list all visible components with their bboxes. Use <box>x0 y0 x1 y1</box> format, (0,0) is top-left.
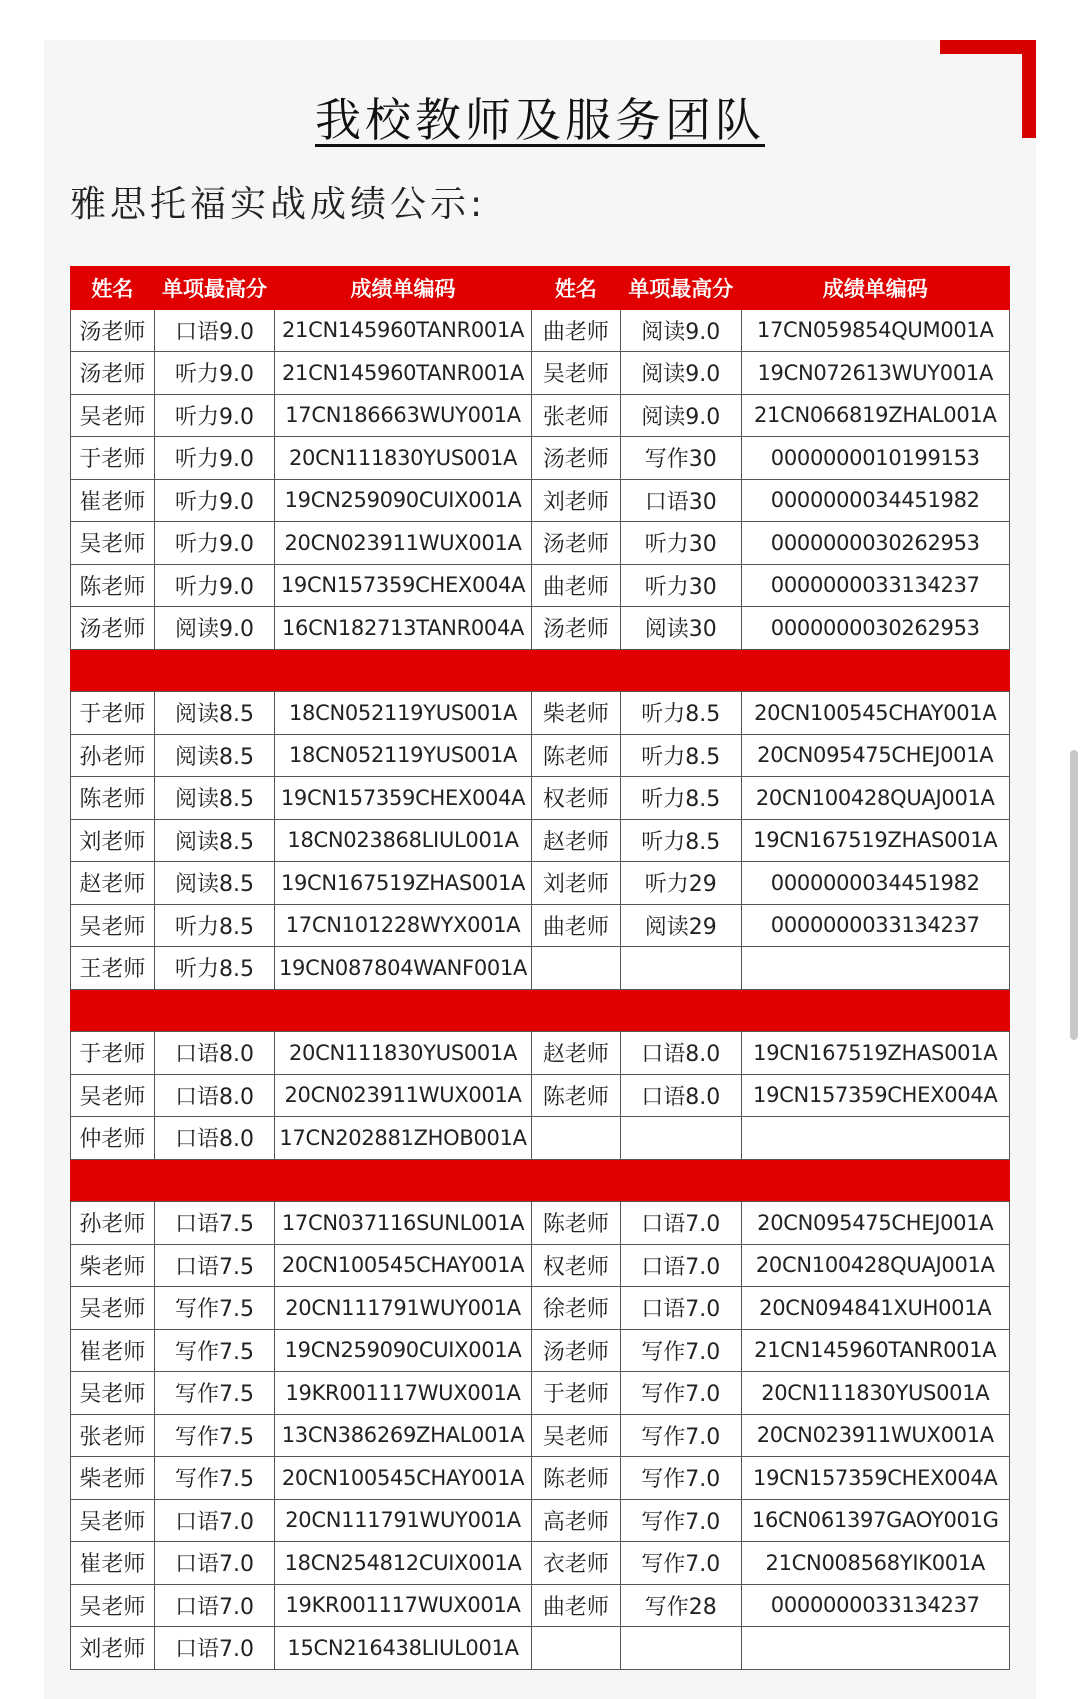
report-code: 20CN111830YUS001A <box>275 1032 531 1075</box>
scrollbar-thumb[interactable] <box>1070 750 1078 1040</box>
teacher-name: 崔老师 <box>71 479 155 522</box>
teacher-name: 于老师 <box>71 437 155 480</box>
table-row <box>71 947 1010 990</box>
top-score: 口语7.5 <box>154 1202 275 1245</box>
report-code: 20CN100545CHAY001A <box>275 1244 531 1287</box>
teacher-name: 崔老师 <box>71 1542 155 1585</box>
report-code: 13CN386269ZHAL001A <box>275 1414 531 1457</box>
table-row <box>71 904 1010 947</box>
top-score: 阅读8.5 <box>154 734 275 777</box>
top-score: 写作30 <box>620 437 741 480</box>
teacher-name: 赵老师 <box>531 819 620 862</box>
table-row <box>71 1074 1010 1117</box>
report-code: 17CN059854QUM001A <box>741 309 1009 352</box>
teacher-name: 于老师 <box>531 1372 620 1415</box>
top-score: 听力8.5 <box>620 819 741 862</box>
report-code: 20CN095475CHEJ001A <box>741 1202 1009 1245</box>
top-score: 口语8.0 <box>154 1074 275 1117</box>
teacher-name: 刘老师 <box>531 862 620 905</box>
teacher-name: 张老师 <box>531 394 620 437</box>
top-score: 阅读29 <box>620 904 741 947</box>
teacher-name: 吴老师 <box>71 1074 155 1117</box>
top-score: 口语7.0 <box>620 1287 741 1330</box>
top-score: 口语30 <box>620 479 741 522</box>
report-code: 18CN052119YUS001A <box>275 692 531 735</box>
report-code: 17CN101228WYX001A <box>275 904 531 947</box>
top-score: 口语7.0 <box>620 1202 741 1245</box>
teacher-name: 吴老师 <box>531 352 620 395</box>
group-separator <box>71 1159 1010 1202</box>
top-score: 听力8.5 <box>620 692 741 735</box>
header-name: 姓名 <box>531 267 620 310</box>
header-report-code: 成绩单编码 <box>741 267 1009 310</box>
report-code: 0000000033134237 <box>741 564 1009 607</box>
report-code: 19CN072613WUY001A <box>741 352 1009 395</box>
teacher-name: 柴老师 <box>531 692 620 735</box>
group-separator <box>71 649 1010 692</box>
teacher-name: 汤老师 <box>71 309 155 352</box>
teacher-name: 吴老师 <box>71 1499 155 1542</box>
teacher-name: 曲老师 <box>531 1584 620 1627</box>
report-code: 18CN023868LIUL001A <box>275 819 531 862</box>
report-code: 20CN100428QUAJ001A <box>741 777 1009 820</box>
teacher-name: 权老师 <box>531 777 620 820</box>
report-code: 19CN167519ZHAS001A <box>741 1032 1009 1075</box>
report-code: 20CN100545CHAY001A <box>275 1457 531 1500</box>
top-score: 写作7.0 <box>620 1372 741 1415</box>
report-code: 16CN182713TANR004A <box>275 607 531 650</box>
teacher-name: 汤老师 <box>531 1329 620 1372</box>
report-code: 20CN094841XUH001A <box>741 1287 1009 1330</box>
top-score: 听力30 <box>620 564 741 607</box>
report-code: 17CN037116SUNL001A <box>275 1202 531 1245</box>
report-code: 0000000034451982 <box>741 862 1009 905</box>
teacher-name: 于老师 <box>71 692 155 735</box>
report-code: 19CN157359CHEX004A <box>275 777 531 820</box>
table-row <box>71 1032 1010 1075</box>
report-code: 15CN216438LIUL001A <box>275 1627 531 1670</box>
teacher-name: 王老师 <box>71 947 155 990</box>
report-code <box>741 947 1009 990</box>
report-code: 18CN052119YUS001A <box>275 734 531 777</box>
top-score <box>620 1117 741 1160</box>
table-row <box>71 1457 1010 1500</box>
report-code: 0000000030262953 <box>741 522 1009 565</box>
teacher-name: 衣老师 <box>531 1542 620 1585</box>
report-code: 19CN157359CHEX004A <box>741 1074 1009 1117</box>
report-code: 19KR001117WUX001A <box>275 1584 531 1627</box>
report-code: 16CN061397GAOY001G <box>741 1499 1009 1542</box>
top-score: 阅读9.0 <box>154 607 275 650</box>
teacher-name: 陈老师 <box>71 564 155 607</box>
table-row <box>71 1372 1010 1415</box>
top-score: 听力29 <box>620 862 741 905</box>
top-score: 口语8.0 <box>620 1032 741 1075</box>
teacher-name: 赵老师 <box>531 1032 620 1075</box>
table-row <box>71 437 1010 480</box>
table-row <box>71 819 1010 862</box>
report-code: 20CN111791WUY001A <box>275 1499 531 1542</box>
top-score: 听力8.5 <box>154 947 275 990</box>
top-score: 写作7.5 <box>154 1457 275 1500</box>
teacher-name: 孙老师 <box>71 1202 155 1245</box>
teacher-name: 徐老师 <box>531 1287 620 1330</box>
top-score: 听力9.0 <box>154 564 275 607</box>
top-score: 写作7.5 <box>154 1414 275 1457</box>
report-code: 20CN023911WUX001A <box>275 1074 531 1117</box>
header-top-score: 单项最高分 <box>620 267 741 310</box>
top-score: 听力9.0 <box>154 479 275 522</box>
teacher-name: 高老师 <box>531 1499 620 1542</box>
teacher-name: 曲老师 <box>531 309 620 352</box>
table-row <box>71 564 1010 607</box>
report-code <box>741 1627 1009 1670</box>
report-code: 19CN157359CHEX004A <box>275 564 531 607</box>
teacher-name: 汤老师 <box>71 607 155 650</box>
top-score: 写作7.0 <box>620 1414 741 1457</box>
teacher-name: 于老师 <box>71 1032 155 1075</box>
top-score: 听力9.0 <box>154 522 275 565</box>
top-score: 阅读8.5 <box>154 819 275 862</box>
table-row <box>71 1414 1010 1457</box>
top-score: 口语7.0 <box>154 1499 275 1542</box>
top-score: 听力8.5 <box>620 777 741 820</box>
report-code: 0000000034451982 <box>741 479 1009 522</box>
teacher-name <box>531 1627 620 1670</box>
top-score: 听力8.5 <box>620 734 741 777</box>
table-row <box>71 1542 1010 1585</box>
teacher-name: 陈老师 <box>531 734 620 777</box>
top-score: 阅读30 <box>620 607 741 650</box>
top-score: 听力9.0 <box>154 437 275 480</box>
teacher-name: 陈老师 <box>531 1202 620 1245</box>
table-row <box>71 1584 1010 1627</box>
top-score: 写作7.5 <box>154 1329 275 1372</box>
report-code: 17CN186663WUY001A <box>275 394 531 437</box>
table-row <box>71 522 1010 565</box>
header-top-score: 单项最高分 <box>154 267 275 310</box>
table-row <box>71 479 1010 522</box>
teacher-name: 柴老师 <box>71 1457 155 1500</box>
table-body <box>71 309 1010 1669</box>
top-score: 阅读8.5 <box>154 777 275 820</box>
report-code: 21CN145960TANR001A <box>741 1329 1009 1372</box>
table-row <box>71 862 1010 905</box>
report-code: 19KR001117WUX001A <box>275 1372 531 1415</box>
teacher-name: 曲老师 <box>531 564 620 607</box>
report-code: 21CN145960TANR001A <box>275 309 531 352</box>
table-row <box>71 394 1010 437</box>
report-code: 19CN167519ZHAS001A <box>275 862 531 905</box>
report-code: 20CN023911WUX001A <box>741 1414 1009 1457</box>
teacher-name: 汤老师 <box>531 607 620 650</box>
report-code: 21CN008568YIK001A <box>741 1542 1009 1585</box>
top-score: 口语7.0 <box>154 1584 275 1627</box>
table-row <box>71 607 1010 650</box>
teacher-name: 吴老师 <box>71 394 155 437</box>
top-score <box>620 947 741 990</box>
top-score: 写作7.0 <box>620 1329 741 1372</box>
teacher-name: 曲老师 <box>531 904 620 947</box>
group-separator-bar <box>71 649 1010 692</box>
teacher-name <box>531 1117 620 1160</box>
top-score: 口语8.0 <box>620 1074 741 1117</box>
top-score: 阅读9.0 <box>620 394 741 437</box>
page-title: 我校教师及服务团队 <box>315 93 765 147</box>
report-code: 0000000010199153 <box>741 437 1009 480</box>
top-score: 阅读9.0 <box>620 352 741 395</box>
teacher-name: 吴老师 <box>71 1584 155 1627</box>
report-code: 20CN095475CHEJ001A <box>741 734 1009 777</box>
teacher-name: 吴老师 <box>71 904 155 947</box>
teacher-name: 吴老师 <box>531 1414 620 1457</box>
teacher-name: 陈老师 <box>531 1457 620 1500</box>
teacher-name: 刘老师 <box>71 1627 155 1670</box>
teacher-name: 汤老师 <box>71 352 155 395</box>
top-score: 听力8.5 <box>154 904 275 947</box>
report-code: 19CN157359CHEX004A <box>741 1457 1009 1500</box>
table-row <box>71 734 1010 777</box>
teacher-name <box>531 947 620 990</box>
table-row <box>71 1202 1010 1245</box>
report-code: 19CN167519ZHAS001A <box>741 819 1009 862</box>
top-score: 口语7.0 <box>154 1542 275 1585</box>
table-row <box>71 1499 1010 1542</box>
table-header-row <box>71 267 1010 310</box>
report-code: 20CN023911WUX001A <box>275 522 531 565</box>
top-score: 听力30 <box>620 522 741 565</box>
table-row <box>71 1329 1010 1372</box>
score-table <box>70 266 1010 1670</box>
report-code: 20CN100428QUAJ001A <box>741 1244 1009 1287</box>
top-score: 写作7.0 <box>620 1499 741 1542</box>
teacher-name: 吴老师 <box>71 1287 155 1330</box>
group-separator-bar <box>71 1159 1010 1202</box>
top-score: 口语7.5 <box>154 1244 275 1287</box>
top-score <box>620 1627 741 1670</box>
top-score: 写作7.0 <box>620 1457 741 1500</box>
report-code: 0000000033134237 <box>741 1584 1009 1627</box>
report-code <box>741 1117 1009 1160</box>
report-code: 0000000030262953 <box>741 607 1009 650</box>
section-subtitle: 雅思托福实战成绩公示: <box>70 184 487 225</box>
teacher-name: 柴老师 <box>71 1244 155 1287</box>
report-code: 17CN202881ZHOB001A <box>275 1117 531 1160</box>
group-separator <box>71 989 1010 1032</box>
teacher-name: 崔老师 <box>71 1329 155 1372</box>
report-code: 19CN259090CUIX001A <box>275 479 531 522</box>
teacher-name: 权老师 <box>531 1244 620 1287</box>
table-row <box>71 1244 1010 1287</box>
teacher-name: 陈老师 <box>531 1074 620 1117</box>
table-row <box>71 777 1010 820</box>
teacher-name: 孙老师 <box>71 734 155 777</box>
teacher-name: 陈老师 <box>71 777 155 820</box>
teacher-name: 吴老师 <box>71 522 155 565</box>
top-score: 口语8.0 <box>154 1117 275 1160</box>
table-row <box>71 1117 1010 1160</box>
report-code: 18CN254812CUIX001A <box>275 1542 531 1585</box>
top-score: 阅读8.5 <box>154 862 275 905</box>
header-name: 姓名 <box>71 267 155 310</box>
top-score: 阅读9.0 <box>620 309 741 352</box>
report-code: 19CN259090CUIX001A <box>275 1329 531 1372</box>
header-report-code: 成绩单编码 <box>275 267 531 310</box>
top-score: 口语7.0 <box>620 1244 741 1287</box>
report-code: 0000000033134237 <box>741 904 1009 947</box>
teacher-name: 吴老师 <box>71 1372 155 1415</box>
top-score: 听力9.0 <box>154 352 275 395</box>
table-row <box>71 692 1010 735</box>
report-code: 20CN100545CHAY001A <box>741 692 1009 735</box>
teacher-name: 刘老师 <box>71 819 155 862</box>
report-code: 21CN145960TANR001A <box>275 352 531 395</box>
top-score: 口语7.0 <box>154 1627 275 1670</box>
group-separator-bar <box>71 989 1010 1032</box>
report-code: 20CN111830YUS001A <box>275 437 531 480</box>
teacher-name: 张老师 <box>71 1414 155 1457</box>
report-code: 19CN087804WANF001A <box>275 947 531 990</box>
top-score: 写作7.5 <box>154 1372 275 1415</box>
top-score: 口语9.0 <box>154 309 275 352</box>
teacher-name: 仲老师 <box>71 1117 155 1160</box>
table-row <box>71 352 1010 395</box>
teacher-name: 汤老师 <box>531 522 620 565</box>
report-code: 20CN111791WUY001A <box>275 1287 531 1330</box>
top-score: 阅读8.5 <box>154 692 275 735</box>
top-score: 听力9.0 <box>154 394 275 437</box>
table-row <box>71 1287 1010 1330</box>
report-code: 21CN066819ZHAL001A <box>741 394 1009 437</box>
table-row <box>71 1627 1010 1670</box>
top-score: 口语8.0 <box>154 1032 275 1075</box>
table-row <box>71 309 1010 352</box>
teacher-name: 刘老师 <box>531 479 620 522</box>
teacher-name: 赵老师 <box>71 862 155 905</box>
top-score: 写作28 <box>620 1584 741 1627</box>
report-code: 20CN111830YUS001A <box>741 1372 1009 1415</box>
top-score: 写作7.5 <box>154 1287 275 1330</box>
teacher-name: 汤老师 <box>531 437 620 480</box>
top-score: 写作7.0 <box>620 1542 741 1585</box>
